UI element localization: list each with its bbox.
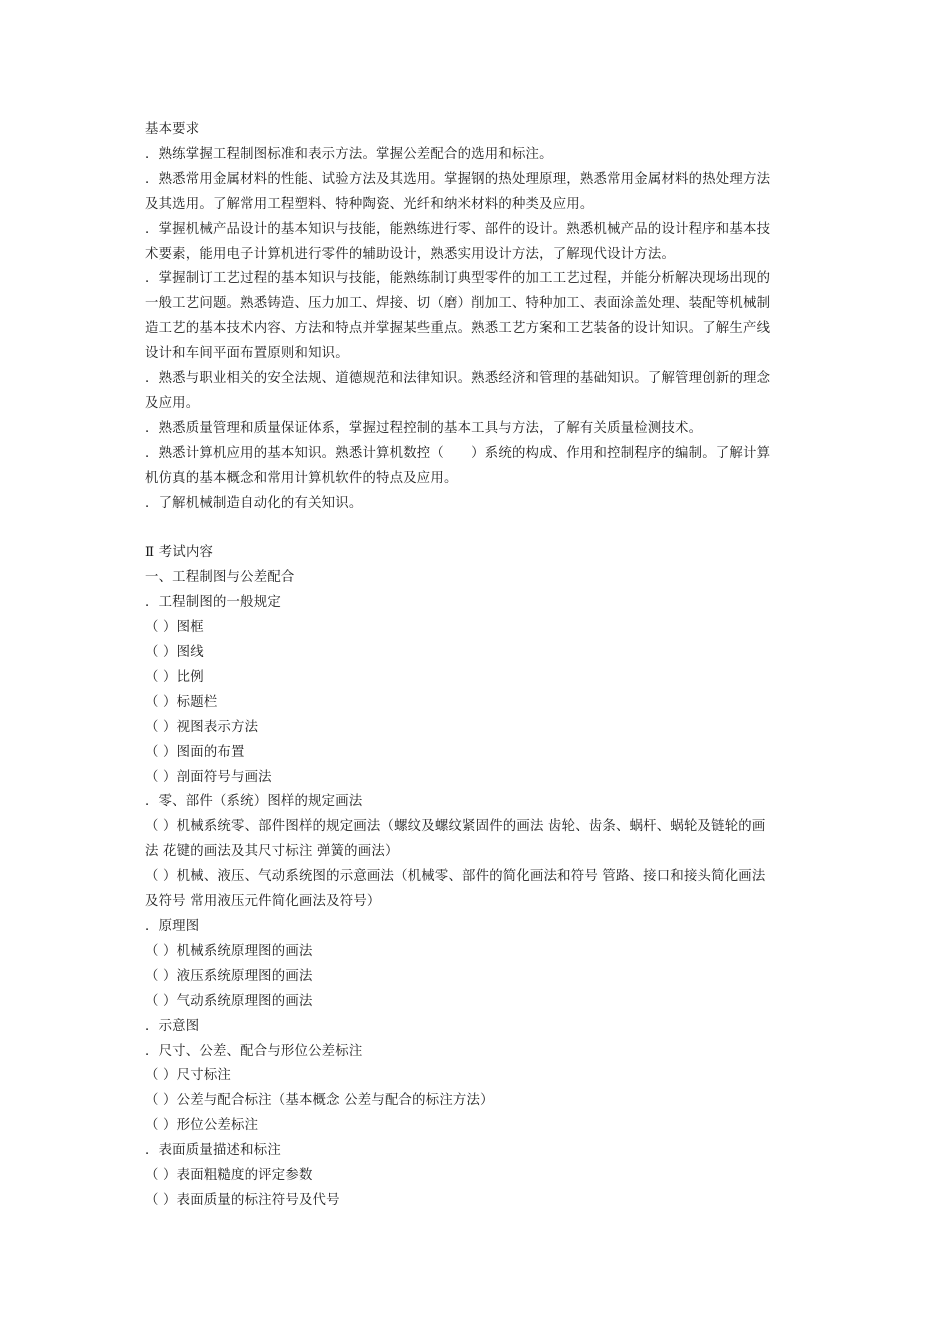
exam-item-line: （ ）气动系统原理图的画法 bbox=[145, 993, 313, 1009]
requirement-item-line: ．掌握制订工艺过程的基本知识与技能，能熟练制订典型零件的加工工艺过程，并能分析解决现场出现的 bbox=[145, 271, 771, 287]
exam-item bbox=[145, 616, 810, 641]
exam-item bbox=[145, 965, 810, 990]
exam-item-line: ．示意图 bbox=[145, 1018, 200, 1034]
exam-content-list bbox=[145, 591, 810, 1214]
requirements-list bbox=[145, 143, 810, 517]
requirement-item-line: 及应用。 bbox=[145, 395, 200, 411]
requirement-item-line: ．熟练掌握工程制图标准和表示方法。掌握公差配合的选用和标注。 bbox=[145, 146, 553, 162]
exam-item bbox=[145, 940, 810, 965]
exam-item-line: （ ）公差与配合标注（基本概念 公差与配合的标注方法） bbox=[145, 1093, 494, 1109]
requirement-item-line: 造工艺的基本技术内容、方法和特点并掌握某些重点。熟悉工艺方案和工艺装备的设计知识。了解生产线 bbox=[145, 321, 771, 337]
exam-item-line: （ ）图线 bbox=[145, 645, 204, 661]
requirement-item-line: ．熟悉质量管理和质量保证体系，掌握过程控制的基本工具与方法，了解有关质量检测技术。 bbox=[145, 420, 703, 436]
exam-item-line: （ ）机械系统零、部件图样的规定画法（螺纹及螺纹紧固件的画法 齿轮、齿条、蜗杆、蜗轮及链轮的画 bbox=[145, 819, 766, 835]
exam-item bbox=[145, 865, 810, 915]
requirement-item-line: 及其选用。了解常用工程塑料、特种陶瓷、光纤和纳米材料的种类及应用。 bbox=[145, 196, 594, 212]
requirement-item-line: 机仿真的基本概念和常用计算机软件的特点及应用。 bbox=[145, 470, 458, 486]
exam-item-line: （ ）视图表示方法 bbox=[145, 719, 259, 735]
requirement-item-line: ．熟悉常用金属材料的性能、试验方法及其选用。掌握钢的热处理原理，熟悉常用金属材料的热处理方法 bbox=[145, 171, 771, 187]
section-gap bbox=[145, 517, 810, 542]
exam-item bbox=[145, 1189, 810, 1214]
exam-item-line: （ ）图面的布置 bbox=[145, 744, 245, 760]
requirement-item bbox=[145, 367, 810, 417]
exam-item bbox=[145, 1139, 810, 1164]
exam-item bbox=[145, 1089, 810, 1114]
exam-item-line: （ ）剖面符号与画法 bbox=[145, 769, 272, 785]
requirement-item-line: 术要素，能用电子计算机进行零件的辅助设计，熟悉实用设计方法，了解现代设计方法。 bbox=[145, 246, 676, 262]
exam-item bbox=[145, 1114, 810, 1139]
requirement-item-line: 设计和车间平面布置原则和知识。 bbox=[145, 346, 349, 362]
exam-item-line: 法 花键的画法及其尺寸标注 弹簧的画法） bbox=[145, 844, 399, 860]
requirement-item-line: 一般工艺问题。熟悉铸造、压力加工、焊接、切（磨）削加工、特种加工、表面涂盖处理、装配等机械制 bbox=[145, 296, 771, 312]
exam-item-line: （ ）液压系统原理图的画法 bbox=[145, 968, 313, 984]
requirement-item bbox=[145, 492, 810, 517]
exam-item-line: （ ）表面质量的标注符号及代号 bbox=[145, 1192, 340, 1208]
section-title: 一、工程制图与公差配合 bbox=[145, 570, 295, 586]
exam-item-line: （ ）比例 bbox=[145, 669, 204, 685]
requirement-item-line: ．掌握机械产品设计的基本知识与技能，能熟练进行零、部件的设计。熟悉机械产品的设计程序和基本技 bbox=[145, 221, 771, 237]
exam-item-line: ．工程制图的一般规定 bbox=[145, 595, 281, 611]
exam-item bbox=[145, 766, 810, 791]
exam-item-line: （ ）机械、液压、气动系统图的示意画法（机械零、部件的简化画法和符号 管路、接口和接头简化画法 bbox=[145, 869, 766, 885]
requirement-item bbox=[145, 442, 810, 492]
exam-heading: Ⅱ 考试内容 bbox=[145, 545, 214, 561]
exam-item-line: （ ）标题栏 bbox=[145, 694, 218, 710]
exam-item-line: （ ）表面粗糙度的评定参数 bbox=[145, 1168, 313, 1184]
exam-item bbox=[145, 815, 810, 865]
exam-item bbox=[145, 716, 810, 741]
exam-item-line: ．尺寸、公差、配合与形位公差标注 bbox=[145, 1043, 363, 1059]
requirement-item bbox=[145, 143, 810, 168]
exam-item bbox=[145, 990, 810, 1015]
exam-item-line: （ ）机械系统原理图的画法 bbox=[145, 943, 313, 959]
exam-item-line: （ ）形位公差标注 bbox=[145, 1118, 259, 1134]
requirement-item bbox=[145, 267, 810, 367]
requirement-item-line: ．了解机械制造自动化的有关知识。 bbox=[145, 495, 363, 511]
exam-item-line: 及符号 常用液压元件简化画法及符号） bbox=[145, 894, 381, 910]
exam-item-line: ．原理图 bbox=[145, 918, 200, 934]
document-page bbox=[145, 118, 810, 1214]
requirement-item-line: ．熟悉计算机应用的基本知识。熟悉计算机数控（ ）系统的构成、作用和控制程序的编制。了解计算 bbox=[145, 445, 771, 461]
exam-item bbox=[145, 741, 810, 766]
requirements-heading: 基本要求 bbox=[145, 122, 200, 137]
exam-item bbox=[145, 1164, 810, 1189]
exam-item bbox=[145, 915, 810, 940]
exam-item bbox=[145, 691, 810, 716]
exam-item bbox=[145, 641, 810, 666]
exam-item bbox=[145, 666, 810, 691]
exam-item-line: （ ）尺寸标注 bbox=[145, 1068, 231, 1084]
exam-item bbox=[145, 790, 810, 815]
requirement-item bbox=[145, 218, 810, 268]
exam-item bbox=[145, 1015, 810, 1040]
exam-item bbox=[145, 1040, 810, 1065]
exam-item bbox=[145, 591, 810, 616]
exam-item-line: ．零、部件（系统）图样的规定画法 bbox=[145, 794, 363, 810]
exam-item-line: ．表面质量描述和标注 bbox=[145, 1143, 281, 1159]
requirement-item bbox=[145, 168, 810, 218]
exam-item-line: （ ）图框 bbox=[145, 620, 204, 636]
requirement-item-line: ．熟悉与职业相关的安全法规、道德规范和法律知识。熟悉经济和管理的基础知识。了解管理创新的理念 bbox=[145, 371, 771, 387]
exam-item bbox=[145, 1064, 810, 1089]
requirement-item bbox=[145, 417, 810, 442]
